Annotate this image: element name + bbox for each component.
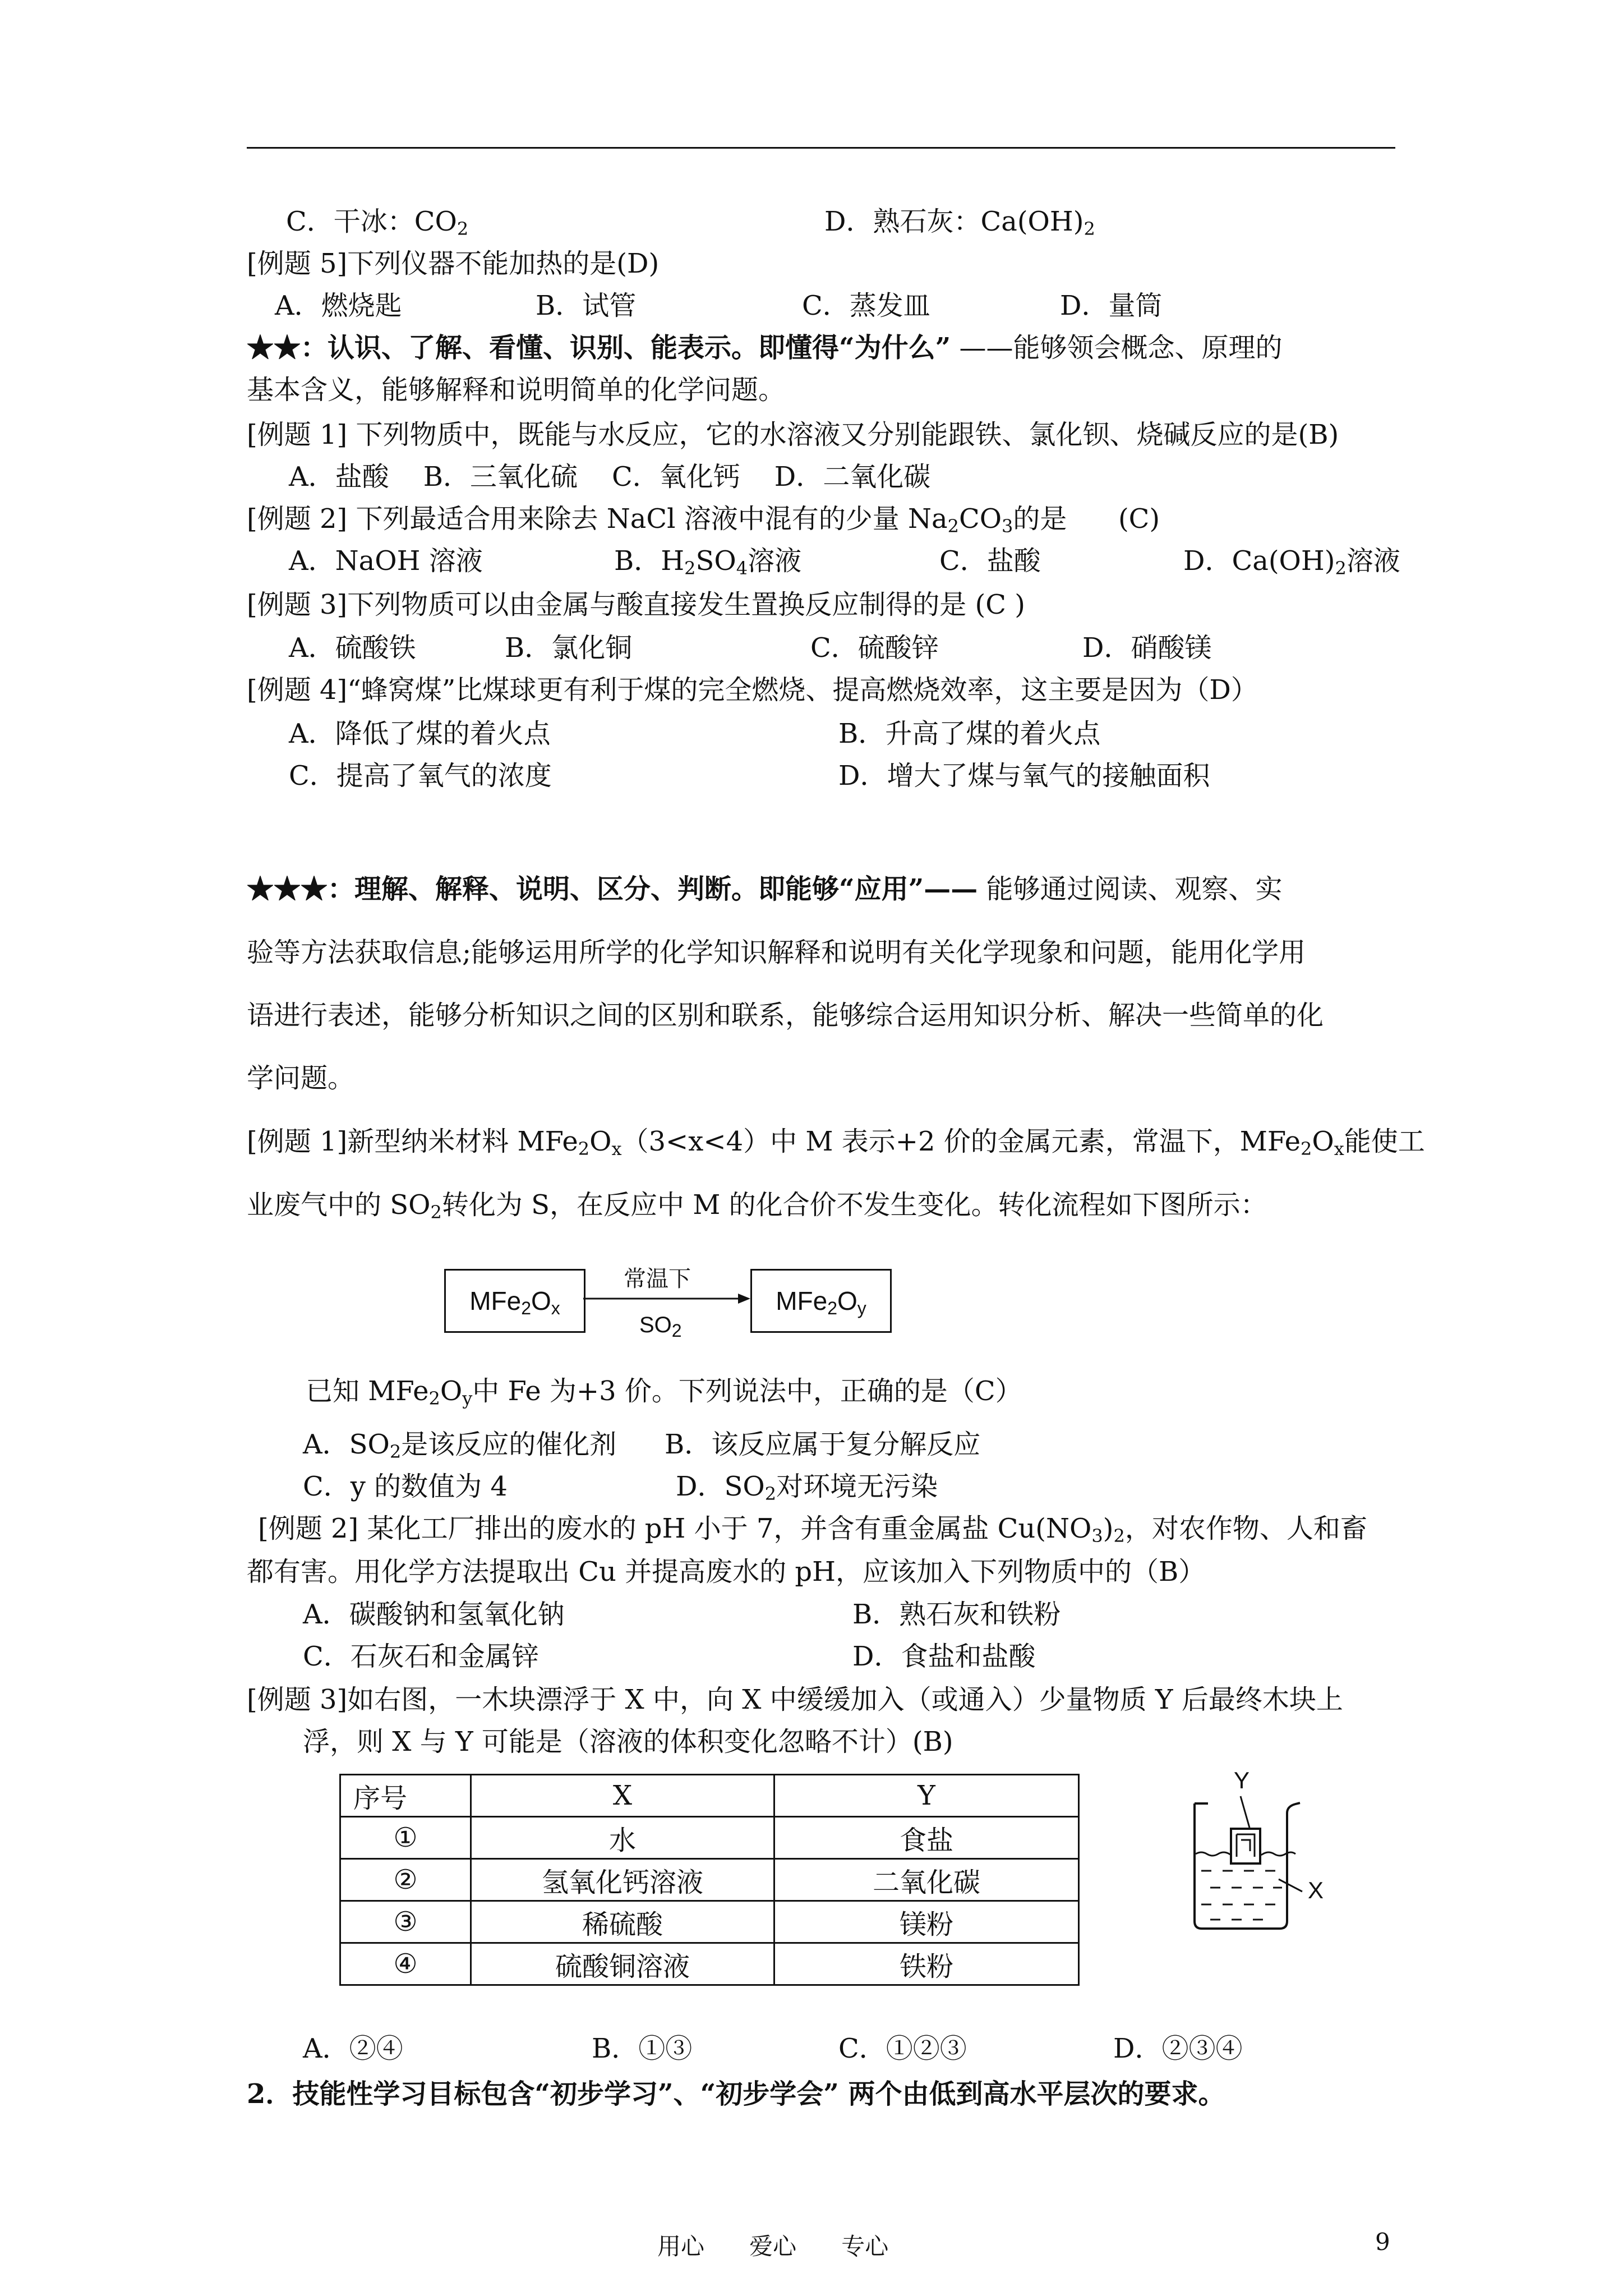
table-cell: 镁粉 xyxy=(774,1901,1079,1943)
level2-example-3-option-b: B．氯化铜 xyxy=(505,632,633,664)
level2-example-3-option-a: A．硫酸铁 xyxy=(289,632,416,664)
example-5-option-a: A．燃烧匙 xyxy=(275,290,402,321)
table-cell: 二氧化碳 xyxy=(774,1859,1079,1901)
level3-example-1-question: [例题 1]新型纳米材料 $MFe_2O_x(3<x<4)$中 M 表示+2 价的金属元素，常温下，$MFe_2O_x$能使工 xyxy=(247,1126,1425,1159)
level2-example-4-option-b: B．升高了煤的着火点 xyxy=(838,718,1101,749)
level3-example-2-option-a: A．碳酸钠和氢氧化钠 xyxy=(303,1599,565,1630)
level3-example-1-known: 已知 $MFe_2O_y$中 Fe 为+3 价。下列说法中，正确的是（C） xyxy=(306,1375,1022,1409)
level3-example-1-option-a: A．$SO_2$是该反应的催化剂 xyxy=(303,1429,617,1462)
level2-example-1-options: A．盐酸 B．三氧化硫 C．氧化钙 D．二氧化碳 xyxy=(289,461,931,493)
level3-example-2-question-line2: 都有害。用化学方法提取出 Cu 并提高废水的 pH，应该加入下列物质中的（B） xyxy=(247,1556,1206,1588)
level-2-heading: ★★：认识、了解、看懂、识别、能表示。即懂得“为什么” ——能够领会概念、原理的 xyxy=(247,332,1283,364)
table-cell: ④ xyxy=(340,1943,471,1985)
level3-example-3-option-b: B．①③ xyxy=(592,2033,693,2064)
level3-example-2-option-b: B．熟石灰和铁粉 xyxy=(852,1599,1061,1630)
table-row xyxy=(340,1943,1079,1985)
level3-example-3-option-c: C．①②③ xyxy=(838,2033,967,2064)
flow-box-product: $MFe_2O_y$ xyxy=(750,1269,892,1333)
level2-example-3-option-d: D．硝酸镁 xyxy=(1082,632,1212,664)
table-row xyxy=(340,1901,1079,1943)
flow-box-reactant: $MFe_2O_x$ xyxy=(444,1269,585,1333)
level2-example-2-option-a: A．NaOH 溶液 xyxy=(289,545,483,577)
level3-example-1-option-c: C．y 的数值为 4 xyxy=(303,1471,508,1502)
level3-example-3-option-a: A．②④ xyxy=(303,2033,403,2064)
table-header-row xyxy=(340,1775,1079,1817)
level-3-heading-line4: 学问题。 xyxy=(247,1062,355,1094)
level3-example-2-option-c: C．石灰石和金属锌 xyxy=(303,1641,539,1672)
level3-example-2-option-d: D．食盐和盐酸 xyxy=(852,1641,1036,1672)
level2-example-2-question: [例题 2] 下列最适合用来除去 NaCl 溶液中混有的少量 $Na_2CO_3$的是 (C) xyxy=(247,503,1160,537)
table-header-cell: 序号 xyxy=(340,1775,471,1817)
table-row xyxy=(340,1859,1079,1901)
level3-example-3-question-line2: 浮，则 X 与 Y 可能是（溶液的体积变化忽略不计）(B) xyxy=(303,1726,953,1757)
table-cell: 硫酸铜溶液 xyxy=(471,1943,774,1985)
level3-example-2-question: [例题 2] 某化工厂排出的废水的 pH 小于 7，并含有重金属盐 $Cu(NO_3)_2$，对农作物、人和畜 xyxy=(258,1513,1367,1547)
example-5-option-b: B．试管 xyxy=(536,290,637,321)
level-3-heading-line2: 验等方法获取信息;能够运用所学的化学知识解释和说明有关化学现象和问题，能用化学用 xyxy=(247,937,1306,968)
level2-example-2-option-c: C．盐酸 xyxy=(939,545,1041,577)
table-cell: ② xyxy=(340,1859,471,1901)
level-3-heading-line3: 语进行表述，能够分析知识之间的区别和联系，能够综合运用知识分析、解决一些简单的化 xyxy=(247,1000,1324,1031)
table-cell: 水 xyxy=(471,1817,774,1859)
beaker-figure xyxy=(1183,1773,1363,1941)
flow-reagent-label: $SO_2$ xyxy=(639,1313,682,1341)
example-5-question: [例题 5]下列仪器不能加热的是(D) xyxy=(247,248,660,279)
level2-example-2-option-d: D．$Ca(OH)_2$溶液 xyxy=(1183,545,1400,579)
level2-example-4-option-d: D．增大了煤与氧气的接触面积 xyxy=(838,760,1210,792)
option-c-dry-ice: C．干冰：$CO_2$ xyxy=(286,206,469,240)
section-2-heading: 2．技能性学习目标包含“初步学习”、“初步学会” 两个由低到高水平层次的要求。 xyxy=(247,2078,1225,2110)
flow-condition-label: 常温下 xyxy=(624,1267,691,1291)
level-2-heading-line2: 基本含义，能够解释和说明简单的化学问题。 xyxy=(247,374,786,406)
table-cell: ③ xyxy=(340,1901,471,1943)
table-header-cell: Y xyxy=(774,1775,1079,1817)
level2-example-4-option-c: C．提高了氧气的浓度 xyxy=(289,760,552,792)
level2-example-4-question: [例题 4]“蜂窝煤”比煤球更有利于煤的完全燃烧、提高燃烧效率，这主要是因为（D） xyxy=(247,674,1258,706)
table-cell: 稀硫酸 xyxy=(471,1901,774,1943)
level2-example-2-option-b: B．$H_2SO_4$溶液 xyxy=(614,545,802,579)
level3-example-3-question: [例题 3]如右图，一木块漂浮于 X 中，向 X 中缓缓加入（或通入）少量物质 Y 后最终木块上 xyxy=(247,1684,1343,1715)
figure-label-x: X xyxy=(1308,1877,1324,1903)
table-header-cell: X xyxy=(471,1775,774,1817)
level-3-heading: ★★★：理解、解释、说明、区分、判断。即能够“应用”—— 能够通过阅读、观察、实 xyxy=(247,873,1283,905)
example-5-option-c: C．蒸发皿 xyxy=(802,290,930,321)
level3-example-3-option-d: D．②③④ xyxy=(1113,2033,1243,2064)
level3-example-1-question-line2: 业废气中的 $SO_2$转化为 S，在反应中 M 的化合价不发生变化。转化流程如下图所示： xyxy=(247,1189,1267,1223)
level2-example-4-option-a: A．降低了煤的着火点 xyxy=(289,718,551,749)
figure-label-y: Y xyxy=(1234,1767,1250,1793)
level2-example-1-question: [例题 1] 下列物质中，既能与水反应，它的水溶液又分别能跟铁、氯化钡、烧碱反应的是(B) xyxy=(247,419,1339,450)
table-row xyxy=(340,1817,1079,1859)
table-cell: 氢氧化钙溶液 xyxy=(471,1859,774,1901)
footer-motto: 用心 爱心 专心 xyxy=(657,2233,889,2260)
page-number: 9 xyxy=(1375,2228,1390,2256)
table-cell: ① xyxy=(340,1817,471,1859)
option-d-slaked-lime: D．熟石灰：$Ca(OH)_2$ xyxy=(824,206,1095,240)
level3-example-1-option-d: D．$SO_2$对环境无污染 xyxy=(676,1471,938,1504)
level2-example-3-question: [例题 3]下列物质可以由金属与酸直接发生置换反应制得的是 (C ) xyxy=(247,589,1025,620)
substance-table xyxy=(339,1774,1080,1986)
table-cell: 铁粉 xyxy=(774,1943,1079,1985)
level2-example-3-option-c: C．硫酸锌 xyxy=(810,632,939,664)
table-cell: 食盐 xyxy=(774,1817,1079,1859)
header-rule xyxy=(247,147,1395,149)
example-5-option-d: D．量筒 xyxy=(1060,290,1163,321)
beaker-icon xyxy=(1195,1796,1302,1929)
level3-example-1-option-b: B．该反应属于复分解反应 xyxy=(665,1429,981,1460)
